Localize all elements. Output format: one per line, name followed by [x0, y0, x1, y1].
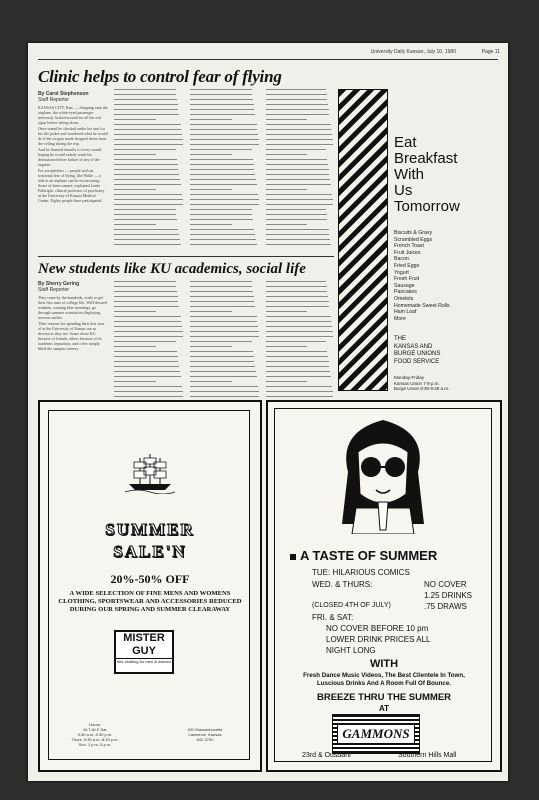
text-line: [266, 224, 307, 225]
text-line: [190, 326, 258, 327]
text-line: [190, 306, 255, 307]
decorative-art: [338, 89, 388, 391]
text-line: [190, 149, 252, 150]
text-line: [190, 114, 255, 115]
discount-range: 20%-50% OFF: [110, 572, 190, 586]
story2-column-2: [114, 281, 184, 405]
story1-column-3: [190, 89, 260, 253]
text-line: [190, 281, 252, 282]
text-line: [114, 331, 183, 332]
text-line: [266, 239, 330, 240]
text-line: [266, 189, 307, 190]
text-line: [266, 381, 307, 382]
text-line: [266, 214, 327, 215]
text-line: [266, 114, 329, 115]
draws-price: .75 DRAWS: [424, 602, 467, 611]
newspaper-page: [28, 43, 508, 781]
text-line: [114, 356, 178, 357]
text-line: [114, 104, 178, 105]
text-line: [114, 311, 156, 312]
text-line: [114, 209, 176, 210]
text-line: [266, 144, 333, 145]
text-line: [114, 214, 176, 215]
text-line: [266, 361, 329, 362]
text-line: [266, 149, 326, 150]
text-line: [114, 371, 180, 372]
text-line: [190, 336, 259, 337]
text-line: [266, 234, 329, 235]
text-line: [266, 356, 328, 357]
text-line: [114, 386, 182, 387]
tuesday-comics: TUE: HILARIOUS COMICS: [312, 568, 410, 577]
text-line: [190, 291, 253, 292]
text-line: [114, 239, 180, 240]
text-line: [114, 286, 176, 287]
text-line: [190, 134, 258, 135]
text-line: [114, 306, 179, 307]
text-line: [190, 179, 256, 180]
summer-title: SUMMER: [105, 520, 195, 539]
text-line: [190, 89, 252, 90]
breakfast-ad: [338, 89, 496, 405]
story2-headline: New students like KU academics, social life: [38, 261, 306, 277]
drinks-price: 1.25 DRINKS: [424, 591, 473, 600]
text-line: [114, 199, 183, 200]
text-line: [190, 99, 253, 100]
text-line: [266, 104, 328, 105]
story2-column-3: [190, 281, 260, 405]
text-line: [190, 346, 232, 347]
text-line: [266, 184, 331, 185]
text-line: [114, 134, 182, 135]
text-line: [190, 376, 257, 377]
text-line: [114, 169, 178, 170]
text-line: [114, 179, 180, 180]
paper-dateline: University Daily Kansan, July 10, 1980: [370, 49, 456, 55]
summer-sale-ad: [38, 400, 262, 772]
text-line: [190, 94, 252, 95]
text-line: [266, 219, 327, 220]
sale-title: SALE'N: [113, 542, 187, 561]
text-line: [114, 189, 156, 190]
text-line: [266, 139, 333, 140]
text-line: [266, 376, 331, 377]
text-line: [190, 164, 254, 165]
text-line: [266, 286, 327, 287]
story1-byline: By Carol Stephenson Staff Reporter: [38, 91, 89, 103]
text-line: [266, 316, 331, 317]
mister-guy-logo: MISTER GUY fine clothing for men & women: [114, 630, 174, 674]
text-line: [114, 194, 182, 195]
text-line: [190, 119, 232, 120]
text-line: [114, 376, 181, 377]
text-line: [266, 386, 332, 387]
text-line: [190, 144, 259, 145]
text-line: [190, 194, 258, 195]
text-line: [266, 281, 326, 282]
page-number: Page 11: [481, 49, 500, 55]
text-line: [114, 291, 177, 292]
text-line: [190, 301, 254, 302]
fri-sat-line-1: NO COVER BEFORE 10 pm: [326, 624, 429, 633]
text-line: [266, 204, 333, 205]
text-line: [114, 244, 181, 245]
text-line: [190, 184, 257, 185]
text-line: [190, 366, 255, 367]
at-label: AT: [378, 704, 390, 713]
text-line: [114, 159, 177, 160]
location-2: Southern Hills Mall: [398, 752, 457, 759]
fri-sat-label: FRI. & SAT:: [312, 613, 354, 622]
wed-thurs-label: WED. & THURS:: [312, 580, 373, 589]
text-line: [190, 169, 254, 170]
text-line: [190, 371, 256, 372]
text-line: [190, 321, 257, 322]
text-line: [266, 129, 331, 130]
text-line: [114, 114, 179, 115]
text-line: [114, 124, 181, 125]
text-line: [190, 224, 232, 225]
text-line: [266, 199, 333, 200]
text-line: [114, 89, 176, 90]
sailing-ship-icon: [125, 452, 175, 494]
no-cover-label: NO COVER: [424, 580, 467, 589]
text-line: [114, 336, 183, 337]
text-line: [266, 396, 333, 397]
text-line: [266, 109, 329, 110]
text-line: [190, 174, 255, 175]
text-line: [266, 164, 328, 165]
text-line: [114, 149, 176, 150]
text-line: [114, 139, 183, 140]
text-line: [190, 351, 253, 352]
text-line: [190, 109, 254, 110]
text-line: [266, 346, 307, 347]
story1-column-1: KANSAS CITY, Kan. — Stepping onto the airplane, the white-eyed passenger nervously looked around for all the exit signs before sitting down. Once seated he checked under his seat for his life jacket and wondered what he would do if the oxygen mask dropped down from the ceiling during the trip. And he listened intently to every sound, hoping he would calmly reach his destination before failure of any of the engines. For aerophobics — people with an irrational fear of flying, like Pirkle — a ride in an airplane can be excruciating. Some of them cannot, explained Linda Fulbright, clinical professor of psychiatry at the University of Kansas Medical Center. Eighty people have participated.: [38, 105, 108, 203]
text-line: [190, 239, 256, 240]
text-line: [190, 104, 254, 105]
taste-title: A TASTE OF SUMMER: [290, 548, 437, 563]
text-line: [190, 154, 232, 155]
text-line: [266, 331, 333, 332]
breeze-line: BREEZE THRU THE SUMMER: [316, 692, 452, 703]
text-line: [190, 189, 232, 190]
text-line: [114, 341, 176, 342]
text-line: [266, 124, 331, 125]
text-line: [114, 381, 156, 382]
text-line: [114, 234, 179, 235]
text-line: [114, 224, 156, 225]
text-line: [114, 316, 181, 317]
text-line: [190, 234, 255, 235]
woman-sunglasses-illustration: [328, 412, 438, 534]
text-line: [190, 311, 232, 312]
text-line: [266, 99, 327, 100]
text-line: [266, 366, 329, 367]
text-line: [114, 281, 176, 282]
text-line: [190, 396, 259, 397]
text-line: [190, 244, 257, 245]
text-line: [114, 219, 177, 220]
text-line: [114, 119, 156, 120]
text-line: [114, 174, 179, 175]
text-line: [266, 311, 307, 312]
page-header: [28, 49, 508, 59]
text-line: [114, 296, 178, 297]
with-label: WITH: [369, 658, 399, 670]
text-line: [266, 194, 332, 195]
text-line: [114, 144, 183, 145]
taste-of-summer-ad: [266, 400, 502, 772]
closed-notice: (CLOSED 4TH OF JULY): [312, 602, 391, 609]
text-line: [114, 361, 178, 362]
text-line: [114, 94, 176, 95]
text-line: [114, 99, 177, 100]
store-hours: Hours: M-T-W-F-Sat 9:30 a.m.-5:30 p.m. Thurs. 9:30 a.m.-8:30 p.m. Sun. 1 p.m.-5 p.m.: [71, 722, 119, 747]
sale-description: A WIDE SELECTION OF FINE MENS AND WOMENS CLOTHING, SPORTSWEAR AND ACCESSORIES REDUCED DURING OUR SPRING AND SUMMER CLEARAWAY: [58, 590, 242, 613]
text-line: [266, 301, 329, 302]
text-line: [266, 326, 332, 327]
text-line: [190, 331, 259, 332]
text-line: [114, 321, 181, 322]
text-line: [190, 361, 254, 362]
text-line: [266, 371, 330, 372]
text-line: [190, 316, 257, 317]
text-line: [190, 124, 257, 125]
location-1: 23rd & Ousdahl: [302, 752, 351, 759]
club-blurb: Fresh Dance Music Videos, The Best Clientele In Town, Luscious Drinks And A Room Full Of Bounce.: [303, 672, 465, 687]
text-line: [114, 154, 156, 155]
text-line: [114, 229, 178, 230]
text-line: [114, 204, 183, 205]
fri-sat-line-2: LOWER DRINK PRICES ALL: [326, 635, 431, 644]
text-line: [190, 209, 252, 210]
text-line: [266, 341, 326, 342]
text-line: [190, 381, 232, 382]
text-line: [266, 351, 327, 352]
text-line: [114, 129, 181, 130]
food-service-name: THE KANSAS AND BURGE UNIONS FOOD SERVICE: [394, 336, 441, 365]
text-line: [114, 301, 178, 302]
text-line: [266, 229, 329, 230]
text-line: [266, 134, 332, 135]
text-line: [266, 119, 307, 120]
text-line: [266, 321, 331, 322]
text-line: [114, 366, 179, 367]
text-line: [266, 89, 326, 90]
text-line: [114, 346, 156, 347]
text-line: [190, 391, 259, 392]
bullet-icon: [290, 554, 296, 560]
story1-column-2: [114, 89, 184, 253]
text-line: [190, 139, 259, 140]
text-line: [266, 391, 333, 392]
text-line: [266, 179, 330, 180]
text-line: [266, 306, 329, 307]
text-line: [266, 209, 326, 210]
text-line: [266, 291, 327, 292]
gammons-logo: GAMMONS: [332, 714, 420, 754]
text-line: [114, 326, 182, 327]
text-line: [190, 214, 252, 215]
text-line: [266, 154, 307, 155]
text-line: [266, 336, 333, 337]
story-divider: [38, 256, 334, 257]
text-line: [190, 129, 257, 130]
text-line: [114, 109, 178, 110]
breakfast-headline: Eat Breakfast With Us Tomorrow: [394, 134, 460, 215]
text-line: [190, 341, 252, 342]
text-line: [114, 391, 183, 392]
text-line: [114, 164, 178, 165]
text-line: [266, 296, 328, 297]
story1-column-4: [266, 89, 334, 253]
text-line: [114, 184, 181, 185]
text-line: [190, 159, 253, 160]
text-line: [266, 169, 329, 170]
story1-headline: Clinic helps to control fear of flying: [38, 67, 282, 86]
text-line: [266, 159, 327, 160]
text-line: [114, 351, 177, 352]
story2-byline: By Sherry Gering Staff Reporter: [38, 281, 80, 293]
text-line: [190, 286, 252, 287]
text-line: [190, 199, 259, 200]
text-line: [190, 296, 254, 297]
story2-column-1: They came by the hundreds, ready to get their first taste of college life. Well-dressed students, wearing blue mornings, go through summer orientation displaying nervous smiles. Their reasons for spending their first year of at the University of Kansas are as diverse as they are. Some chose KU because of friends, others because of its academic reputation, and a few simply liked the campus scenery.: [38, 295, 108, 351]
story2-column-4: [266, 281, 334, 405]
text-line: [190, 356, 254, 357]
text-line: [266, 174, 329, 175]
text-line: [114, 396, 183, 397]
breakfast-menu: Biscuits & Gravy Scrambled Eggs French Toast Fruit Juices Bacon Fried Eggs Yogurt Fresh Fruit Sausage Pancakes Omelets Homemade Sweet Rolls Ham Loaf More: [394, 230, 450, 322]
text-line: [190, 204, 259, 205]
text-line: [266, 94, 327, 95]
fri-sat-line-3: NIGHT LONG: [326, 646, 376, 655]
food-service-hours: Monday-Friday Kansas Union 7-9 p.m. Burge Union 8:30-9:45 a.m.: [394, 375, 450, 391]
text-line: [190, 386, 258, 387]
store-address: 920 Massachusetts Lawrence, Kansas 842-3700: [187, 727, 223, 742]
text-line: [190, 219, 253, 220]
header-rule: [38, 59, 498, 60]
text-line: [190, 229, 254, 230]
text-line: [266, 244, 331, 245]
